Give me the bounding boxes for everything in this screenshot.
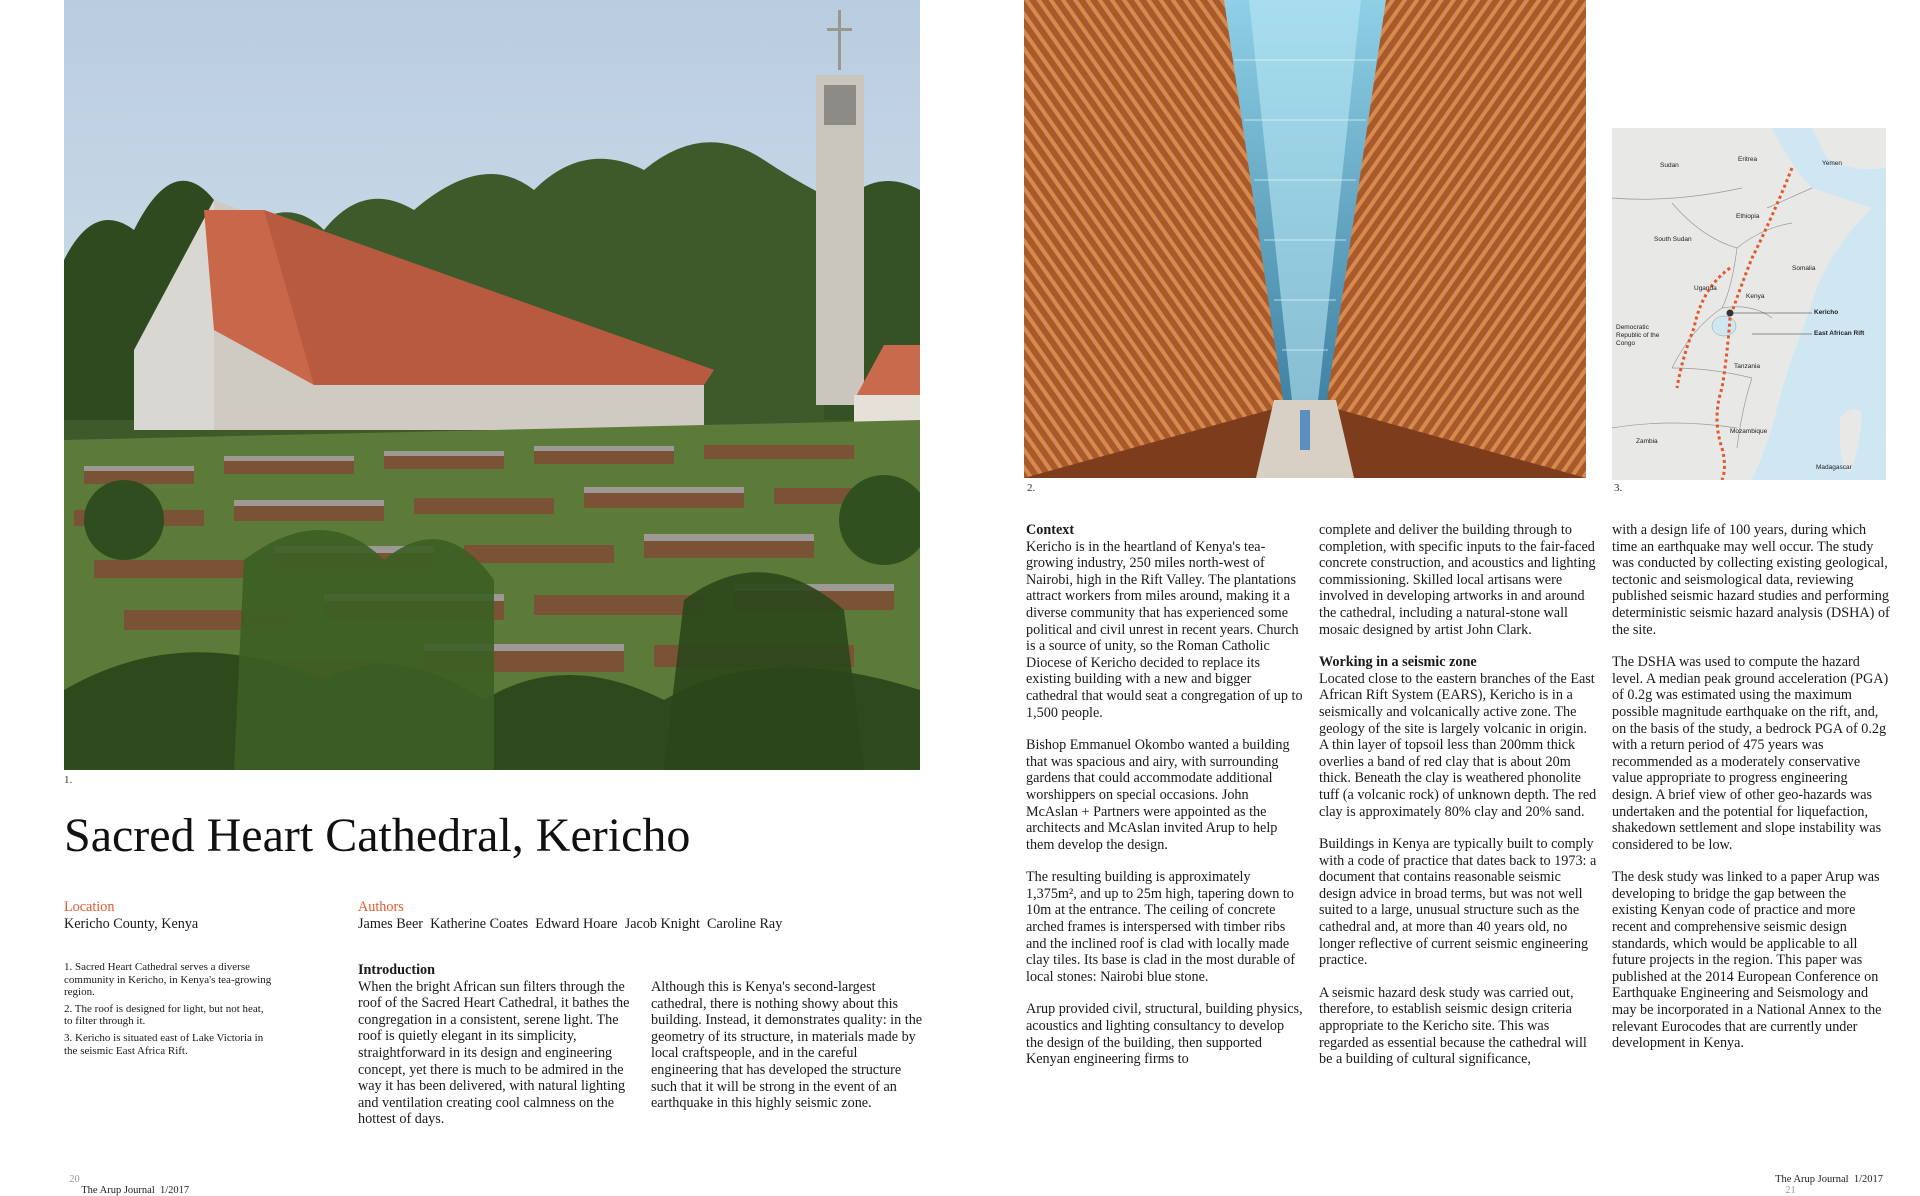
introduction-column (358, 962, 630, 1144)
seismic-paragraph-3: A seismic hazard desk study was carried out, therefore, to establish seismic design criteria appropriate to the Kericho site. This was regarded as essential because the cathedral will be a building of cultural significance, (1319, 984, 1587, 1068)
map-label-drc: Democratic Republic of the Congo (1616, 324, 1660, 347)
cathedral-exterior-photo (64, 0, 920, 770)
map-label-mozambique: Mozambique (1730, 428, 1768, 435)
seismic-paragraph-1: Located close to the eastern branches of the East African Rift System (EARS), Kericho is in a seismically and volcanically active zone. The geology of the site is largely volcanic in origin. A thin layer of topsoil less than 200mm thick overlies a band of red clay that is about 20m thick. Beneath the clay is weathered phonolite tuff (a volcanic rock) of unknown depth. The red clay is approximately 80% clay and 20% sand. (1319, 670, 1597, 820)
caption-3: 3. Kericho is situated east of Lake Victoria in the seismic East Africa Rift. (64, 1031, 264, 1057)
map-label-sudan: Sudan (1660, 162, 1679, 169)
location-label: Location (64, 899, 115, 915)
right-journal-name: The Arup Journal 1/2017 (1775, 1174, 1883, 1185)
left-journal-name: The Arup Journal 1/2017 (81, 1185, 190, 1196)
introduction-paragraph-2: Although this is Kenya's second-largest cathedral, there is nothing showy about this building. Instead, it demonstrates quality: in the geometry of its structure, in materials made by local craftspeople, and in the careful engineering that has developed the structure such that it will be strong in the event of an earthquake in this highly seismic zone. (651, 979, 923, 1112)
figure-captions (64, 961, 274, 1061)
caption-2: 2. The roof is designed for light, but not heat, to filter through it. (64, 1002, 264, 1028)
authors-value: James Beer Katherine Coates Edward Hoare Jacob Knight Caroline Ray (358, 915, 783, 932)
map-label-kenya: Kenya (1746, 293, 1765, 300)
column-2-paragraph-1: complete and deliver the building through to completion, with specific inputs to the fair-faced concrete construction, and acoustics and lighting commissioning. Skilled local artisans were involved in developing artworks in and around the cathedral, including a natural-stone wall mosaic designed by artist John Clark. (1319, 522, 1596, 638)
column-3-paragraph-2: The DSHA was used to compute the hazard level. A median peak ground acceleration (PGA) of 0.2g was estimated using the maximum possible magnitude earthquake on the rift, and, on the basis of the study, a bedrock PGA of 0.2g with a return period of 475 years was recommended as a moderately conservative value appropriate to progress engineering design. A brief view of other geo-hazards was undertaken and the potential for liquefaction, shakedown settlement and slope instability was considered to be low. (1612, 654, 1889, 853)
map-label-ethiopia: Ethiopia (1736, 213, 1760, 220)
map-label-south-sudan: South Sudan (1654, 236, 1692, 243)
introduction-heading: Introduction (358, 962, 435, 978)
introduction-column-2 (651, 979, 923, 1128)
right-page-footer (1770, 1163, 1883, 1196)
authors-block (358, 899, 918, 932)
figure-3-number: 3. (1614, 482, 1623, 494)
cathedral-roof-interior-photo (1024, 0, 1586, 478)
map-label-zambia: Zambia (1636, 438, 1658, 445)
east-africa-rift-map (1612, 128, 1886, 480)
text-column-1 (1026, 522, 1304, 1084)
introduction-paragraph: When the bright African sun filters through the roof of the Sacred Heart Cathedral, it bathes the congregation in a consistent, serene light. The roof is quietly elegant in its simplicity, straightforward in its design and engineering concept, yet there is much to be admired in the way it has been delivered, with natural lighting and ventilation creating cool calmness on the hottest of days. (358, 978, 630, 1128)
context-paragraph-2: Bishop Emmanuel Okombo wanted a building that was spacious and airy, with surrounding gardens that could accommodate additional worshippers on special occasions. John McAslan + Partners were appointed as the architects and McAslan invited Arup to help them develop the design. (1026, 737, 1290, 853)
context-paragraph-3: The resulting building is approximately 1,375m², and up to 25m high, tapering down to 10m at the entrance. The ceiling of concrete arched frames is interspersed with timber ribs and the inclined roof is clad with locally made clay tiles. Its base is clad in the most durable of local stones: Nairobi blue stone. (1026, 869, 1296, 985)
map-label-yemen: Yemen (1822, 160, 1842, 167)
map-label-tanzania: Tanzania (1734, 363, 1761, 370)
figure-1-number: 1. (64, 774, 73, 786)
right-page-number: 21 (1785, 1185, 1796, 1196)
map-label-somalia: Somalia (1792, 265, 1816, 272)
map-label-uganda: Uganda (1694, 285, 1717, 292)
figure-2-number: 2. (1027, 482, 1036, 494)
caption-1: 1. Sacred Heart Cathedral serves a diverse community in Kericho, in Kenya's tea-growing region. (64, 961, 272, 999)
authors-label: Authors (358, 899, 404, 915)
column-3-paragraph-3: The desk study was linked to a paper Arup was developing to bridge the gap between the existing Kenyan code of practice and more recent and comprehensive seismic design standards, which would be applicable to all future projects in the region. This paper was published at the 2014 European Conference on Earthquake Engineering and Seismology and may be incorporated in a National Annex to the relevant Eurocodes that are currently under development in Kenya. (1612, 869, 1882, 1052)
text-column-3 (1612, 522, 1890, 1068)
map-label-east-african-rift: East African Rift (1814, 330, 1865, 337)
location-value: Kericho County, Kenya (64, 915, 199, 932)
context-heading: Context (1026, 522, 1075, 538)
article-title: Sacred Heart Cathedral, Kericho (64, 809, 691, 862)
context-paragraph-1: Kericho is in the heartland of Kenya's tea-growing industry, 250 miles north-west of Nairobi, high in the Rift Valley. The plantations attract workers from miles around, making it a diverse community that has experienced some political and civil unrest in recent years. Church is a source of unity, so the Roman Catholic Diocese of Kericho decided to replace its existing building with a new and bigger cathedral that would seat a congregation of up to 1,500 people. (1026, 538, 1303, 721)
text-column-2 (1319, 522, 1597, 1084)
seismic-paragraph-2: Buildings in Kenya are typically built to comply with a code of practice that dates back to 1973: a document that contains reasonable seismic design advice in broad terms, but was not well suited to a large, unusual structure such as the cathedral and, at more than 40 years old, no longer reflective of current seismic engineering practice. (1319, 836, 1597, 969)
context-paragraph-4: Arup provided civil, structural, building physics, acoustics and lighting consultancy to develop the design of the building, then supported Kenyan engineering firms to (1026, 1001, 1303, 1068)
location-block (64, 899, 324, 932)
column-3-paragraph-1: with a design life of 100 years, during which time an earthquake may well occur. The study was conducted by collecting existing geological, tectonic and seismological data, reviewing published seismic hazard studies and performing deterministic seismic hazard analysis (DSHA) of the site. (1612, 522, 1890, 638)
map-label-kericho: Kericho (1814, 309, 1839, 316)
left-page-number: 20 (69, 1174, 80, 1185)
map-label-eritrea: Eritrea (1738, 156, 1758, 163)
seismic-zone-heading: Working in a seismic zone (1319, 654, 1477, 671)
map-label-madagascar: Madagascar (1816, 464, 1852, 471)
left-page-footer (64, 1163, 189, 1196)
